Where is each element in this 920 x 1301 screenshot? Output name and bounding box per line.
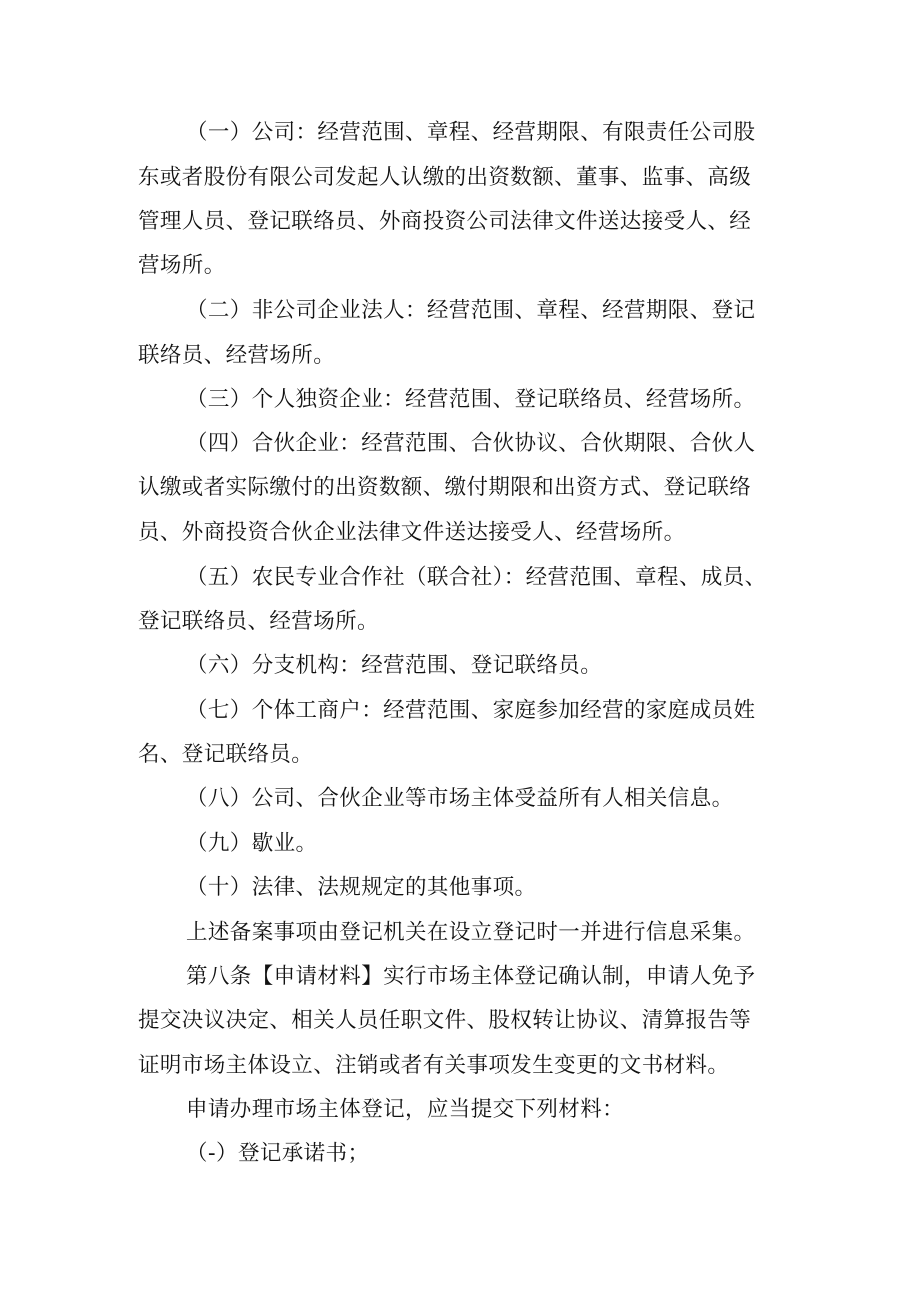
text-line: （十）法律、法规规定的其他事项。 bbox=[186, 875, 537, 900]
text-line: 东或者股份有限公司发起人认缴的出资数额、董事、监事、高级 bbox=[138, 165, 752, 190]
text-line: 名、登记联络员。 bbox=[138, 742, 314, 767]
text-line: （三）个人独资企业：经营范围、登记联络员、经营场所。 bbox=[186, 387, 756, 412]
text-line: 第八条【申请材料】实行市场主体登记确认制，申请人免予 bbox=[186, 964, 756, 989]
text-line: （二）非公司企业法人：经营范围、章程、经营期限、登记 bbox=[186, 298, 756, 323]
text-line: （五）农民专业合作社（联合社）：经营范围、章程、成员、 bbox=[186, 565, 767, 590]
text-line: （-）登记承诺书； bbox=[186, 1141, 370, 1166]
text-line: （一）公司：经营范围、章程、经营期限、有限责任公司股 bbox=[186, 120, 756, 145]
text-line: （六）分支机构：经营范围、登记联络员。 bbox=[186, 653, 603, 678]
text-line: 营场所。 bbox=[138, 253, 226, 278]
text-line: 证明市场主体设立、注销或者有关事项发生变更的文书材料。 bbox=[138, 1053, 730, 1078]
text-line: （八）公司、合伙企业等市场主体受益所有人相关信息。 bbox=[186, 786, 734, 811]
text-line: （七）个体工商户：经营范围、家庭参加经营的家庭成员姓 bbox=[186, 698, 756, 723]
text-line: （九）歇业。 bbox=[186, 831, 318, 856]
text-line: 认缴或者实际缴付的出资数额、缴付期限和出资方式、登记联络 bbox=[138, 475, 752, 500]
text-line: 申请办理市场主体登记，应当提交下列材料： bbox=[186, 1097, 625, 1122]
text-line: 管理人员、登记联络员、外商投资公司法律文件送达接受人、经 bbox=[138, 209, 752, 234]
text-line: 上述备案事项由登记机关在设立登记时一并进行信息采集。 bbox=[186, 920, 756, 945]
text-line: 提交决议决定、相关人员任职文件、股权转让协议、清算报告等 bbox=[138, 1008, 752, 1033]
text-line: 员、外商投资合伙企业法律文件送达接受人、经营场所。 bbox=[138, 520, 686, 545]
text-line: （四）合伙企业：经营范围、合伙协议、合伙期限、合伙人 bbox=[186, 431, 756, 456]
text-line: 联络员、经营场所。 bbox=[138, 343, 336, 368]
text-line: 登记联络员、经营场所。 bbox=[138, 609, 379, 634]
